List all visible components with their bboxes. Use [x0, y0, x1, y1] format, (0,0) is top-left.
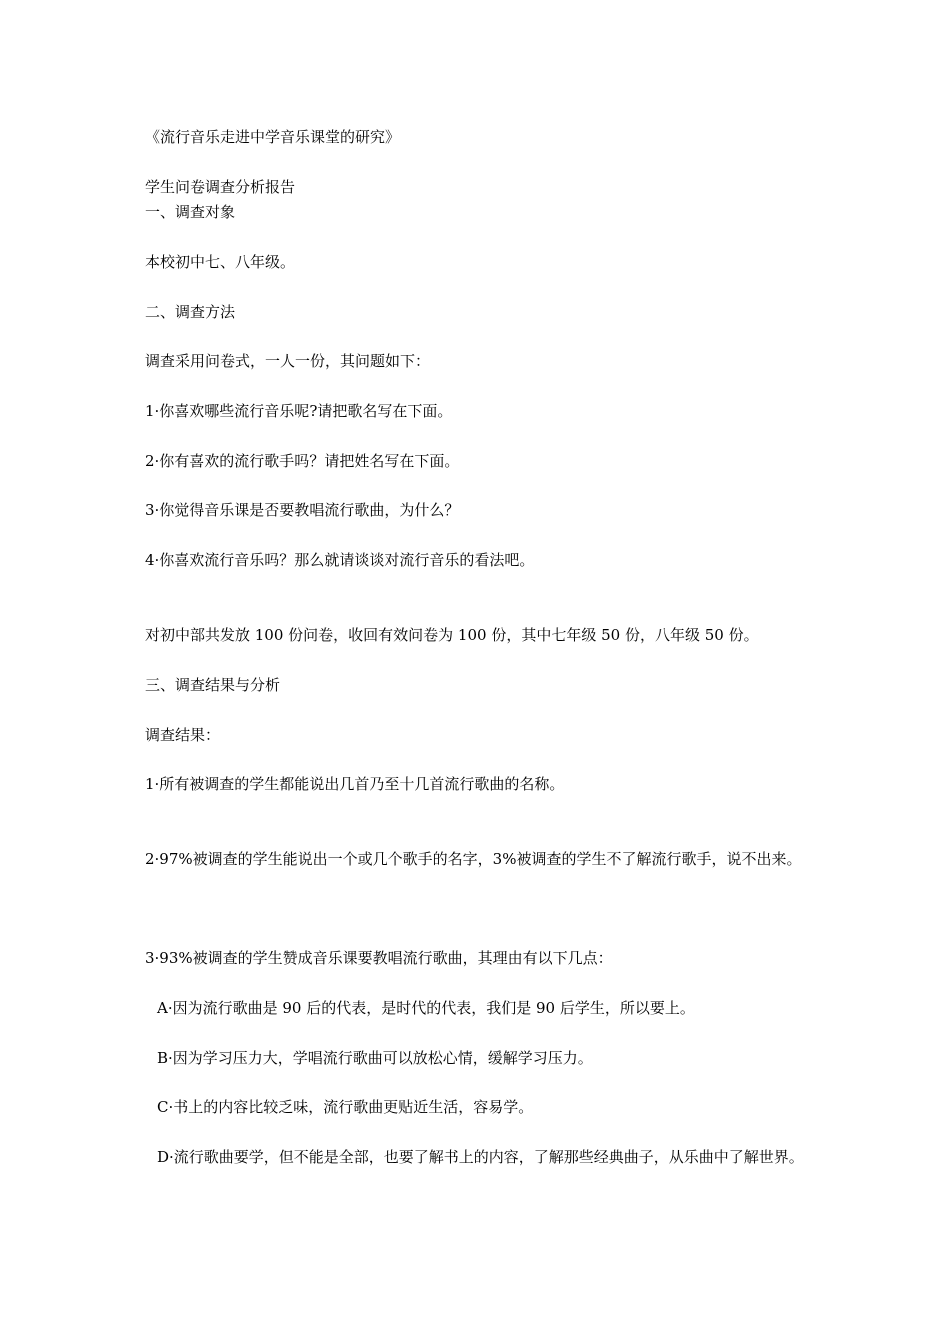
survey-subject-text: 本校初中七、八年级。	[145, 253, 296, 271]
reason-item: C·书上的内容比较乏味，流行歌曲更贴近生活，容易学。	[157, 1098, 534, 1116]
result-item: 1·所有被调查的学生都能说出几首乃至十几首流行歌曲的名称。	[145, 775, 565, 793]
section-heading-results: 三、调查结果与分析	[145, 676, 281, 694]
document-title: 《流行音乐走进中学音乐课堂的研究》	[145, 128, 401, 146]
reason-item: A·因为流行歌曲是 90 后的代表，是时代的代表，我们是 90 后学生，所以要上。	[157, 999, 695, 1017]
survey-method-intro: 调查采用问卷式，一人一份，其问题如下：	[145, 352, 431, 370]
question-item: 3·你觉得音乐课是否要教唱流行歌曲，为什么？	[145, 501, 460, 519]
reason-item: D·流行歌曲要学，但不能是全部，也要了解书上的内容，了解那些经典曲子，从乐曲中了解世界。	[157, 1148, 804, 1166]
results-label: 调查结果：	[145, 726, 221, 744]
result-item: 2·97%被调查的学生能说出一个或几个歌手的名字，3%被调查的学生不了解流行歌手，说不出来。	[145, 850, 802, 868]
question-item: 1·你喜欢哪些流行音乐呢?请把歌名写在下面。	[145, 402, 453, 420]
result-item: 3·93%被调查的学生赞成音乐课要教唱流行歌曲，其理由有以下几点：	[145, 949, 613, 967]
question-item: 2·你有喜欢的流行歌手吗？请把姓名写在下面。	[145, 452, 460, 470]
document-subtitle: 学生问卷调查分析报告	[145, 178, 296, 196]
reason-item: B·因为学习压力大，学唱流行歌曲可以放松心情，缓解学习压力。	[157, 1049, 593, 1067]
section-heading-survey-method: 二、调查方法	[145, 303, 236, 321]
question-item: 4·你喜欢流行音乐吗？那么就请谈谈对流行音乐的看法吧。	[145, 551, 535, 569]
distribution-text: 对初中部共发放 100 份问卷，收回有效问卷为 100 份，其中七年级 50 份，八年级 50 份。	[145, 626, 759, 644]
section-heading-survey-subject: 一、调查对象	[145, 203, 236, 221]
